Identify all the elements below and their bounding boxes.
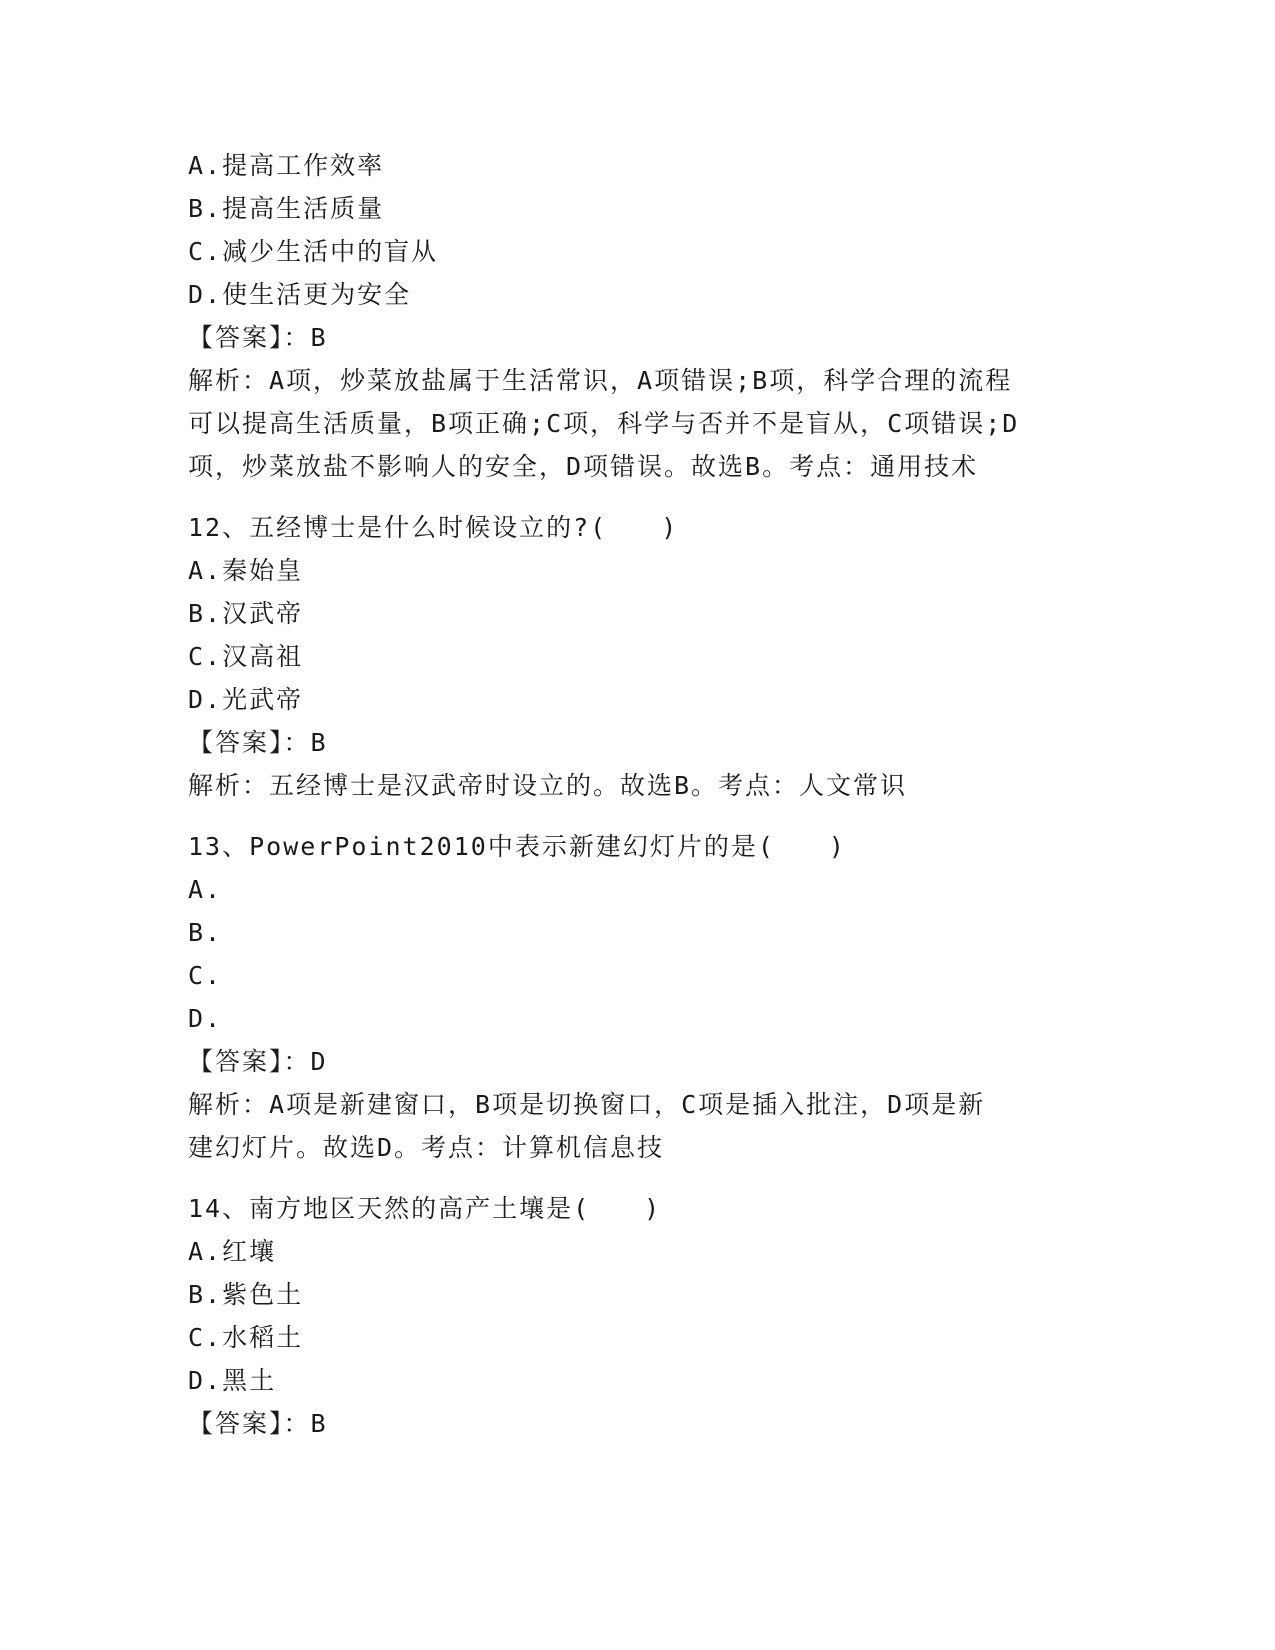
answer: 【答案】：B <box>188 728 328 757</box>
question-13 <box>188 825 1088 1169</box>
analysis-line: 解析：A项，炒菜放盐属于生活常识，A项错误;B项，科学合理的流程 <box>188 366 1013 395</box>
option-d: D. <box>188 1004 223 1033</box>
question-14 <box>188 1187 1088 1445</box>
analysis-line: 解析：五经博士是汉武帝时设立的。故选B。考点：人文常识 <box>188 771 908 800</box>
question-stem: 12、五经博士是什么时候设立的?( ) <box>188 513 679 542</box>
document-content <box>188 144 1088 1445</box>
analysis <box>188 1083 1088 1169</box>
option-d: D.光武帝 <box>188 685 304 714</box>
option-c: C.减少生活中的盲从 <box>188 237 439 266</box>
answer: 【答案】：D <box>188 1047 328 1076</box>
analysis <box>188 359 1088 488</box>
question-11 <box>188 144 1088 488</box>
answer: 【答案】：B <box>188 323 328 352</box>
option-b: B. <box>188 918 223 947</box>
question-stem: 13、PowerPoint2010中表示新建幻灯片的是( ) <box>188 832 846 861</box>
analysis <box>188 764 1088 807</box>
analysis-line: 解析：A项是新建窗口，B项是切换窗口，C项是插入批注，D项是新 <box>188 1090 986 1119</box>
option-d: D.黑土 <box>188 1366 277 1395</box>
answer: 【答案】：B <box>188 1409 328 1438</box>
spacer <box>188 1169 1088 1187</box>
option-b: B.紫色土 <box>188 1280 304 1309</box>
analysis-line: 可以提高生活质量，B项正确;C项，科学与否并不是盲从，C项错误;D <box>188 409 1020 438</box>
analysis-line: 建幻灯片。故选D。考点：计算机信息技 <box>188 1133 665 1162</box>
spacer <box>188 807 1088 825</box>
option-a: A.秦始皇 <box>188 556 304 585</box>
question-stem: 14、南方地区天然的高产土壤是( ) <box>188 1194 662 1223</box>
option-c: C.水稻土 <box>188 1323 304 1352</box>
option-c: C.汉高祖 <box>188 642 304 671</box>
option-b: B.提高生活质量 <box>188 194 385 223</box>
option-b: B.汉武帝 <box>188 599 304 628</box>
option-d: D.使生活更为安全 <box>188 280 412 309</box>
spacer <box>188 488 1088 506</box>
option-a: A.提高工作效率 <box>188 151 385 180</box>
option-a: A.红壤 <box>188 1237 277 1266</box>
option-a: A. <box>188 875 223 904</box>
analysis-line: 项，炒菜放盐不影响人的安全，D项错误。故选B。考点：通用技术 <box>188 452 979 481</box>
option-c: C. <box>188 961 223 990</box>
question-12 <box>188 506 1088 807</box>
